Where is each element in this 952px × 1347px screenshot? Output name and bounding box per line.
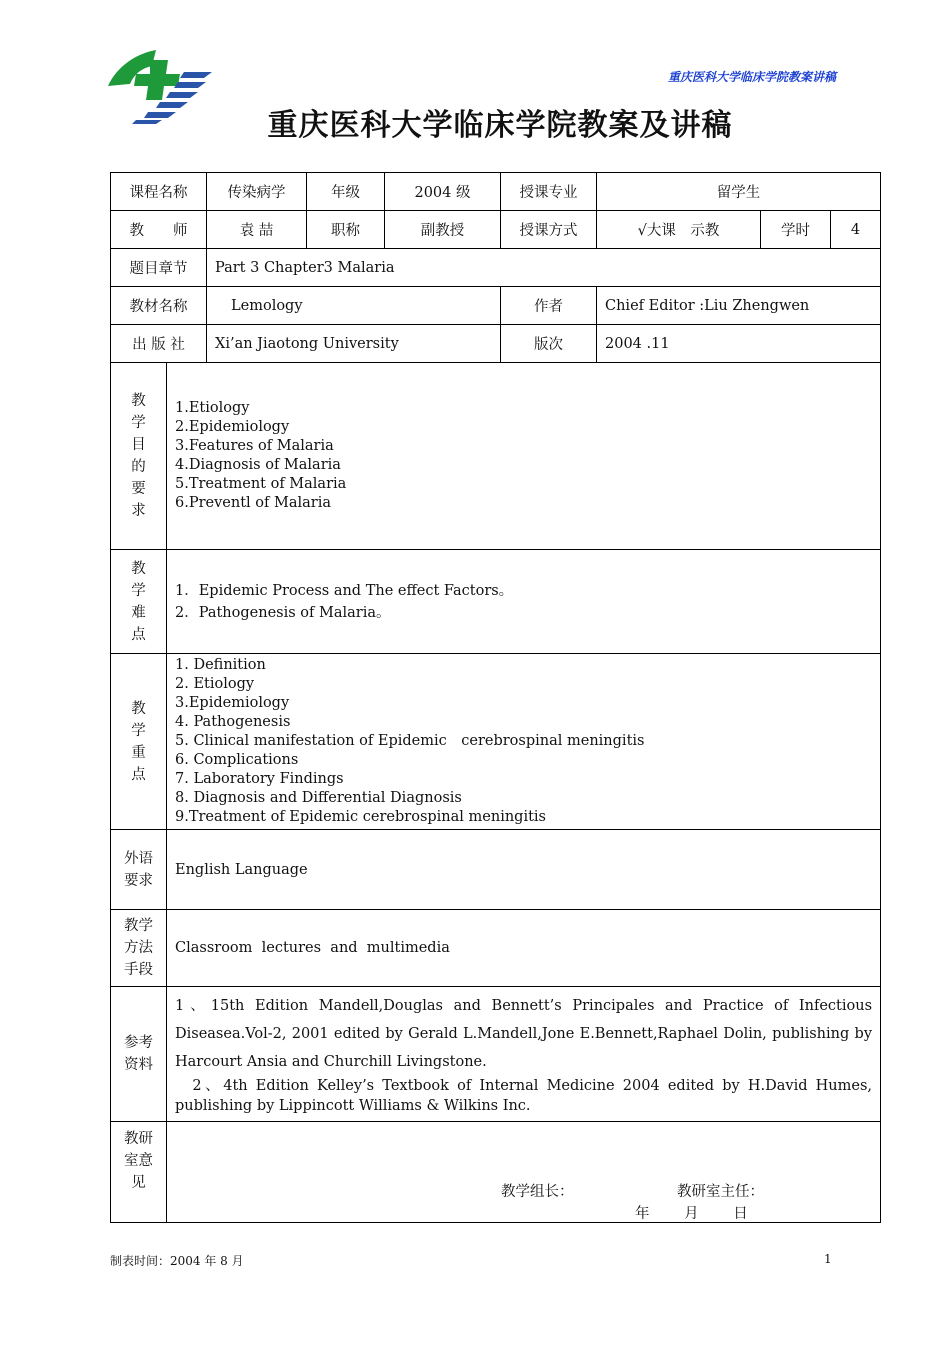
list-item: 7. Laboratory Findings	[175, 771, 344, 787]
difficulties-list	[167, 550, 881, 654]
key-points-list	[167, 654, 881, 830]
method-value: √大课 示教	[597, 211, 761, 249]
list-item: 6.Preventl of Malaria	[175, 495, 331, 511]
list-item: 1.Etiology	[175, 400, 250, 416]
job-title-label: 职称	[307, 211, 385, 249]
language-label: 外语 要求	[111, 830, 167, 910]
author-value: Chief Editor :Liu Zhengwen	[597, 287, 881, 325]
methods-value: Classroom lectures and multimedia	[167, 910, 881, 987]
references-label: 参考 资料	[111, 987, 167, 1122]
list-item: 9.Treatment of Epidemic cerebrospinal meningitis	[175, 809, 547, 825]
method-label: 授课方式	[501, 211, 597, 249]
list-item: 1．Epidemic Process and The effect Factors。	[175, 582, 514, 599]
list-item: 2.Epidemiology	[175, 419, 290, 435]
list-item: 2．Pathogenesis of Malaria。	[175, 604, 391, 621]
reference-item: 1、15th Edition Mandell,Douglas and Bennett’s Principales and Practice of Infectious Diseasea.Vol-2, 2001 edited by Gerald L.Mandell,Jone E.Bennett,Raphael Dolin, publishing by Harcourt Ansia and Churchill Livingstone.	[175, 998, 873, 1070]
objectives-label: 教 学 目 的 要 求	[111, 363, 167, 550]
teacher-value: 袁 喆	[207, 211, 307, 249]
edition-label: 版次	[501, 325, 597, 363]
list-item: 5. Clinical manifestation of Epidemic cerebrospinal meningitis	[175, 733, 645, 749]
list-item: 6. Complications	[175, 752, 299, 768]
teacher-label: 教 师	[111, 211, 207, 249]
lesson-plan-table	[110, 172, 881, 1223]
difficulties-label: 教 学 难 点	[111, 550, 167, 654]
made-time: 制表时间：2004 年 8 月	[110, 1254, 244, 1268]
textbook-label: 教材名称	[111, 287, 207, 325]
list-item: 2. Etiology	[175, 676, 255, 692]
header-school-tag: 重庆医科大学临床学院教案讲稿	[667, 70, 836, 84]
objectives-list	[167, 363, 881, 550]
group-leader-signature: 教学组长：	[501, 1184, 574, 1200]
reference-item: 2、4th Edition Kelley’s Textbook of Internal Medicine 2004 edited by H.David Humes, publishing by Lippincott Williams & Wilkins Inc.	[175, 1078, 873, 1114]
director-signature: 教研室主任：	[677, 1184, 764, 1200]
list-item: 3.Features of Malaria	[175, 438, 334, 454]
job-title-value: 副教授	[385, 211, 501, 249]
textbook-value: Lemology	[207, 287, 501, 325]
edition-value: 2004 .11	[597, 325, 881, 363]
author-label: 作者	[501, 287, 597, 325]
language-value: English Language	[167, 830, 881, 910]
list-item: 4. Pathogenesis	[175, 714, 291, 730]
key-points-label: 教 学 重 点	[111, 654, 167, 830]
page-title: 重庆医科大学临床学院教案及讲稿	[267, 108, 733, 143]
list-item: 8. Diagnosis and Differential Diagnosis	[175, 790, 462, 806]
publisher-value: Xi’an Jiaotong University	[207, 325, 501, 363]
opinion-label: 教研 室意 见	[111, 1122, 167, 1223]
major-value: 留学生	[597, 173, 881, 211]
course-name-label: 课程名称	[111, 173, 207, 211]
opinion-area	[167, 1122, 880, 1222]
publisher-label: 出 版 社	[111, 325, 207, 363]
list-item: 1. Definition	[175, 657, 266, 673]
chapter-value: Part 3 Chapter3 Malaria	[207, 249, 881, 287]
references-list	[167, 987, 881, 1122]
hours-value: 4	[831, 211, 881, 249]
grade-label: 年级	[307, 173, 385, 211]
course-name-value: 传染病学	[207, 173, 307, 211]
list-item: 4.Diagnosis of Malaria	[175, 457, 341, 473]
major-label: 授课专业	[501, 173, 597, 211]
grade-value: 2004 级	[385, 173, 501, 211]
page-number: 1	[824, 1252, 832, 1266]
hours-label: 学时	[761, 211, 831, 249]
list-item: 3.Epidemiology	[175, 695, 290, 711]
chapter-label: 题目章节	[111, 249, 207, 287]
methods-label: 教学 方法 手段	[111, 910, 167, 987]
signature-date: 年 月 日	[635, 1206, 748, 1222]
list-item: 5.Treatment of Malaria	[175, 476, 347, 492]
